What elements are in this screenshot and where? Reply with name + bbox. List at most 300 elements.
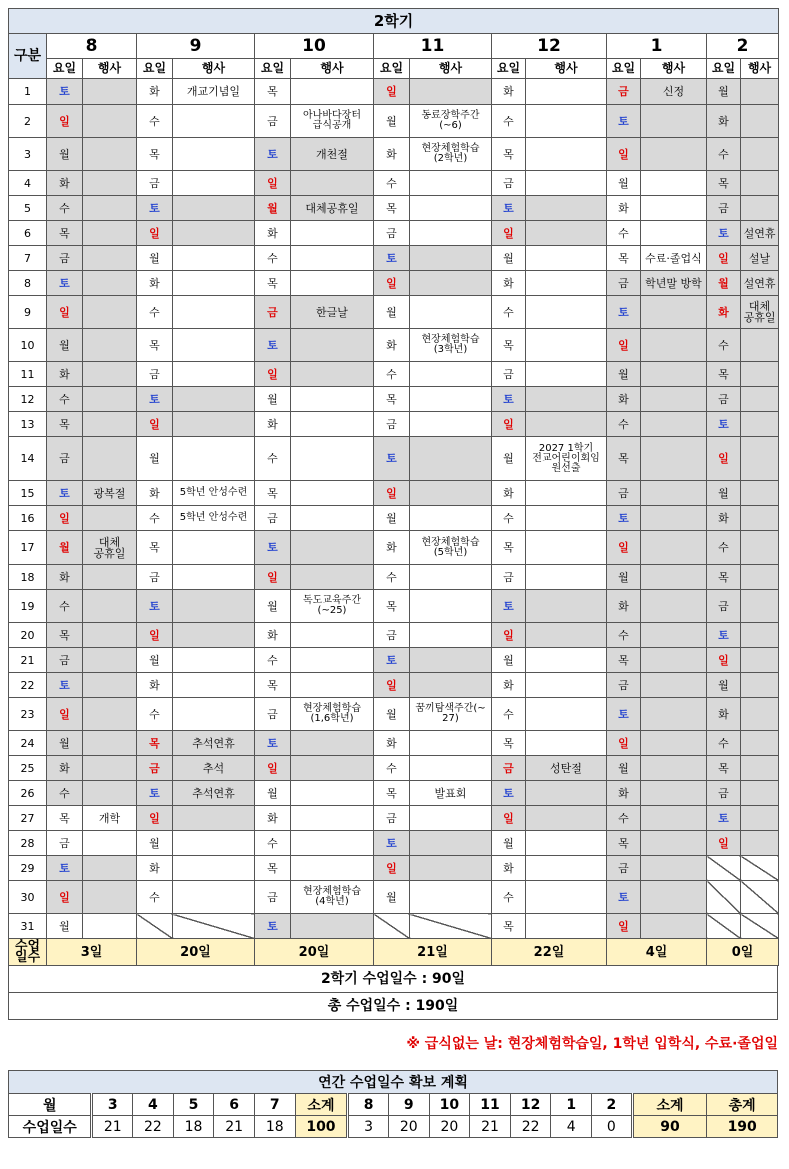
weekday-cell: 금 [374, 221, 410, 246]
event-cell [173, 437, 255, 481]
event-cell [173, 698, 255, 731]
event-cell: 개천절 [291, 138, 374, 171]
event-cell [83, 506, 137, 531]
weekday-cell: 토 [607, 296, 641, 329]
plan-days: 18 [173, 1116, 214, 1138]
calendar-row [9, 79, 779, 105]
weekday-cell: 월 [47, 914, 83, 939]
weekday-cell: 일 [607, 914, 641, 939]
empty-day-cell [374, 914, 410, 939]
event-cell: 독도교육주간 (~25) [291, 590, 374, 623]
event-cell [641, 881, 707, 914]
day-number: 23 [9, 698, 47, 731]
event-cell: 현장체험학습 (5학년) [410, 531, 492, 565]
weekday-cell: 월 [255, 387, 291, 412]
weekday-cell: 토 [492, 196, 526, 221]
weekday-cell: 목 [374, 387, 410, 412]
calendar-row [9, 698, 779, 731]
weekday-cell: 금 [607, 856, 641, 881]
weekday-cell: 화 [137, 481, 173, 506]
event-cell [526, 565, 607, 590]
event-cell [741, 437, 779, 481]
weekday-cell: 금 [255, 881, 291, 914]
event-cell [291, 565, 374, 590]
event-cell [173, 196, 255, 221]
event-cell [641, 138, 707, 171]
weekday-cell: 월 [255, 781, 291, 806]
weekday-cell: 일 [707, 437, 741, 481]
weekday-cell: 일 [492, 806, 526, 831]
plan-month: 12 [510, 1094, 551, 1116]
weekday-cell: 토 [374, 831, 410, 856]
day-number: 11 [9, 362, 47, 387]
weekday-cell: 월 [255, 590, 291, 623]
weekday-cell: 월 [47, 531, 83, 565]
day-number: 22 [9, 673, 47, 698]
weekday-cell: 토 [255, 329, 291, 362]
calendar-row [9, 171, 779, 196]
calendar-row [9, 271, 779, 296]
event-cell [291, 731, 374, 756]
weekday-cell: 화 [255, 806, 291, 831]
calendar-row [9, 412, 779, 437]
weekday-cell: 금 [607, 271, 641, 296]
weekday-cell: 수 [47, 590, 83, 623]
event-cell [173, 412, 255, 437]
weekday-cell: 금 [492, 565, 526, 590]
event-cell [641, 296, 707, 329]
event-cell: 2027 1학기 전교어린이회임 원선출 [526, 437, 607, 481]
weekday-cell: 금 [255, 105, 291, 138]
weekday-cell: 목 [137, 731, 173, 756]
day-col-header: 요일 [137, 59, 173, 79]
event-cell [173, 387, 255, 412]
empty-event-cell [741, 856, 779, 881]
calendar-row [9, 731, 779, 756]
event-cell [410, 806, 492, 831]
weekday-cell: 월 [492, 437, 526, 481]
weekday-cell: 토 [374, 246, 410, 271]
event-cell: 동료장학주간 (~6) [410, 105, 492, 138]
weekday-cell: 수 [137, 105, 173, 138]
weekday-cell: 금 [47, 437, 83, 481]
event-cell [83, 329, 137, 362]
empty-event-cell [410, 914, 492, 939]
event-cell [526, 171, 607, 196]
weekday-cell: 목 [492, 531, 526, 565]
event-cell [83, 914, 137, 939]
event-cell [641, 856, 707, 881]
weekday-cell: 목 [492, 329, 526, 362]
weekday-cell: 수 [607, 412, 641, 437]
event-cell [410, 387, 492, 412]
weekday-cell: 화 [607, 781, 641, 806]
weekday-cell: 수 [47, 781, 83, 806]
event-cell [173, 296, 255, 329]
weekday-cell: 일 [137, 623, 173, 648]
event-cell: 광복절 [83, 481, 137, 506]
event-cell [83, 412, 137, 437]
weekday-cell: 화 [47, 362, 83, 387]
event-cell [526, 781, 607, 806]
empty-day-cell [137, 914, 173, 939]
calendar-row [9, 648, 779, 673]
weekday-cell: 월 [492, 831, 526, 856]
event-cell [173, 246, 255, 271]
event-cell [741, 138, 779, 171]
weekday-cell: 금 [707, 387, 741, 412]
event-cell: 성탄절 [526, 756, 607, 781]
weekday-cell: 수 [707, 531, 741, 565]
calendar-row [9, 756, 779, 781]
event-cell: 수료·졸업식 [641, 246, 707, 271]
weekday-cell: 토 [47, 79, 83, 105]
weekday-cell: 월 [492, 246, 526, 271]
event-cell [291, 329, 374, 362]
event-cell [173, 565, 255, 590]
weekday-cell: 월 [707, 481, 741, 506]
weekday-cell: 목 [255, 271, 291, 296]
day-col-header: 요일 [374, 59, 410, 79]
event-cell: 신정 [641, 79, 707, 105]
event-cell [410, 246, 492, 271]
weekday-cell: 화 [374, 138, 410, 171]
weekday-cell: 일 [47, 881, 83, 914]
plan-subtotal-label: 소계 [295, 1094, 348, 1116]
weekday-cell: 일 [374, 271, 410, 296]
event-cell [641, 196, 707, 221]
plan-sem2-subtotal: 90 [632, 1116, 707, 1138]
weekday-cell: 월 [707, 673, 741, 698]
event-cell [83, 246, 137, 271]
weekday-cell: 일 [707, 831, 741, 856]
event-cell [291, 481, 374, 506]
plan-days: 21 [214, 1116, 255, 1138]
plan-month: 6 [214, 1094, 255, 1116]
event-cell: 학년말 방학 [641, 271, 707, 296]
weekday-cell: 화 [374, 329, 410, 362]
plan-days: 20 [388, 1116, 429, 1138]
empty-day-cell [707, 914, 741, 939]
weekday-cell: 화 [47, 171, 83, 196]
day-col-header: 요일 [47, 59, 83, 79]
weekday-cell: 월 [607, 171, 641, 196]
calendar-row [9, 831, 779, 856]
weekday-cell: 목 [492, 138, 526, 171]
event-cell [410, 481, 492, 506]
weekday-cell: 목 [492, 914, 526, 939]
weekday-cell: 금 [374, 412, 410, 437]
event-cell [641, 565, 707, 590]
weekday-cell: 월 [137, 246, 173, 271]
event-cell [526, 698, 607, 731]
event-cell [83, 698, 137, 731]
event-cell [291, 781, 374, 806]
calendar-row [9, 105, 779, 138]
event-col-header: 행사 [291, 59, 374, 79]
day-number: 5 [9, 196, 47, 221]
day-number: 16 [9, 506, 47, 531]
event-cell [526, 412, 607, 437]
weekday-cell: 목 [47, 623, 83, 648]
calendar-row [9, 565, 779, 590]
event-cell: 아나바다장터 급식공개 [291, 105, 374, 138]
weekday-cell: 금 [492, 362, 526, 387]
event-cell [741, 781, 779, 806]
weekday-cell: 토 [255, 138, 291, 171]
event-cell [83, 138, 137, 171]
plan-month: 2 [592, 1094, 633, 1116]
event-cell: 설연휴 [741, 271, 779, 296]
weekday-cell: 화 [137, 856, 173, 881]
weekday-cell: 금 [47, 648, 83, 673]
event-cell: 발표회 [410, 781, 492, 806]
event-cell [641, 329, 707, 362]
event-cell [526, 105, 607, 138]
weekday-cell: 월 [607, 756, 641, 781]
event-cell [410, 296, 492, 329]
event-cell: 5학년 안성수련 [173, 506, 255, 531]
weekday-cell: 수 [137, 506, 173, 531]
event-cell [741, 806, 779, 831]
summary-value-10: 20일 [255, 939, 374, 966]
event-cell [741, 412, 779, 437]
plan-month: 11 [470, 1094, 511, 1116]
weekday-cell: 수 [255, 648, 291, 673]
weekday-cell: 목 [707, 362, 741, 387]
weekday-cell: 화 [707, 296, 741, 329]
event-cell [83, 781, 137, 806]
day-number: 15 [9, 481, 47, 506]
event-cell [526, 590, 607, 623]
weekday-cell: 화 [47, 565, 83, 590]
event-cell: 설연휴 [741, 221, 779, 246]
weekday-cell: 월 [374, 881, 410, 914]
event-cell [173, 221, 255, 246]
weekday-cell: 월 [374, 105, 410, 138]
event-cell [641, 221, 707, 246]
empty-event-cell [741, 881, 779, 914]
event-cell [741, 387, 779, 412]
day-number: 7 [9, 246, 47, 271]
weekday-cell: 일 [137, 221, 173, 246]
weekday-cell: 일 [47, 105, 83, 138]
event-cell [526, 196, 607, 221]
weekday-cell: 수 [492, 881, 526, 914]
calendar-row [9, 329, 779, 362]
day-col-header: 요일 [607, 59, 641, 79]
weekday-cell: 수 [492, 506, 526, 531]
weekday-cell: 토 [707, 221, 741, 246]
summary-value-12: 22일 [492, 939, 607, 966]
event-cell [83, 79, 137, 105]
calendar-row [9, 590, 779, 623]
weekday-cell: 수 [47, 387, 83, 412]
day-number: 12 [9, 387, 47, 412]
event-cell [291, 806, 374, 831]
event-cell [83, 731, 137, 756]
weekday-cell: 금 [607, 481, 641, 506]
event-cell [173, 831, 255, 856]
month-header-11: 11 [374, 34, 492, 59]
empty-event-cell [173, 914, 255, 939]
weekday-cell: 일 [374, 673, 410, 698]
weekday-cell: 목 [255, 481, 291, 506]
plan-days-row [9, 1116, 778, 1138]
event-cell [173, 138, 255, 171]
plan-total-label: 총계 [707, 1094, 778, 1116]
weekday-cell: 화 [492, 481, 526, 506]
event-cell [291, 271, 374, 296]
event-cell [291, 79, 374, 105]
event-cell: 한글날 [291, 296, 374, 329]
weekday-cell: 목 [255, 79, 291, 105]
weekday-cell: 금 [137, 171, 173, 196]
event-cell [410, 881, 492, 914]
weekday-cell: 목 [492, 731, 526, 756]
plan-subtotal-label: 소계 [632, 1094, 707, 1116]
event-cell [526, 648, 607, 673]
month-header-1: 1 [607, 34, 707, 59]
event-cell: 현장체험학습 (1,6학년) [291, 698, 374, 731]
weekday-cell: 월 [374, 698, 410, 731]
event-cell [641, 506, 707, 531]
weekday-cell: 화 [137, 271, 173, 296]
event-cell [641, 171, 707, 196]
month-header-9: 9 [137, 34, 255, 59]
weekday-cell: 목 [255, 673, 291, 698]
event-cell [291, 221, 374, 246]
plan-month-label: 월 [9, 1094, 92, 1116]
plan-sem1-subtotal: 100 [295, 1116, 348, 1138]
plan-month: 8 [348, 1094, 389, 1116]
weekday-cell: 목 [607, 648, 641, 673]
plan-days: 22 [510, 1116, 551, 1138]
plan-days: 3 [348, 1116, 389, 1138]
weekday-cell: 월 [707, 271, 741, 296]
plan-month: 1 [551, 1094, 592, 1116]
calendar-row [9, 806, 779, 831]
event-cell [741, 481, 779, 506]
event-cell [291, 856, 374, 881]
weekday-cell: 일 [492, 221, 526, 246]
calendar-row [9, 856, 779, 881]
weekday-cell: 목 [137, 329, 173, 362]
weekday-cell: 화 [137, 79, 173, 105]
summary-value-8: 3일 [47, 939, 137, 966]
event-cell [173, 856, 255, 881]
summary-value-11: 21일 [374, 939, 492, 966]
event-cell [741, 196, 779, 221]
event-cell [291, 171, 374, 196]
weekday-cell: 월 [47, 329, 83, 362]
event-cell [641, 781, 707, 806]
calendar-row [9, 296, 779, 329]
calendar-row [9, 881, 779, 914]
weekday-cell: 목 [374, 781, 410, 806]
event-cell [641, 731, 707, 756]
event-cell [83, 856, 137, 881]
plan-days: 18 [254, 1116, 295, 1138]
weekday-cell: 수 [374, 565, 410, 590]
weekday-cell: 금 [137, 756, 173, 781]
weekday-cell: 토 [707, 806, 741, 831]
day-number: 9 [9, 296, 47, 329]
event-cell [83, 590, 137, 623]
weekday-cell: 토 [707, 623, 741, 648]
weekday-cell: 수 [492, 296, 526, 329]
weekday-cell: 금 [255, 296, 291, 329]
weekday-cell: 화 [255, 623, 291, 648]
summary-value-1: 4일 [607, 939, 707, 966]
weekday-cell: 일 [137, 412, 173, 437]
weekday-cell: 수 [607, 623, 641, 648]
weekday-cell: 화 [255, 221, 291, 246]
weekday-cell: 일 [707, 246, 741, 271]
plan-month: 4 [133, 1094, 174, 1116]
month-header-8: 8 [47, 34, 137, 59]
weekday-cell: 월 [374, 296, 410, 329]
weekday-cell: 화 [607, 590, 641, 623]
weekday-cell: 토 [137, 590, 173, 623]
event-cell [410, 673, 492, 698]
event-cell: 추석 [173, 756, 255, 781]
weekday-cell: 일 [492, 623, 526, 648]
event-cell [526, 673, 607, 698]
day-number: 1 [9, 79, 47, 105]
weekday-cell: 화 [47, 756, 83, 781]
event-cell [291, 673, 374, 698]
day-number: 3 [9, 138, 47, 171]
weekday-cell: 토 [607, 105, 641, 138]
event-cell [410, 856, 492, 881]
semester-title: 2학기 [9, 9, 779, 34]
day-number: 14 [9, 437, 47, 481]
subheader-row [9, 59, 779, 79]
plan-month-row [9, 1094, 778, 1116]
weekday-cell: 토 [492, 781, 526, 806]
event-cell [83, 881, 137, 914]
weekday-cell: 금 [374, 623, 410, 648]
event-col-header: 행사 [741, 59, 779, 79]
weekday-cell: 수 [707, 138, 741, 171]
day-col-header: 요일 [255, 59, 291, 79]
event-cell [291, 914, 374, 939]
weekday-cell: 월 [47, 138, 83, 171]
weekday-cell: 수 [492, 105, 526, 138]
summary-label: 수업일수 [9, 939, 47, 966]
weekday-cell: 일 [707, 648, 741, 673]
event-cell [83, 362, 137, 387]
calendar-row [9, 531, 779, 565]
event-cell [83, 271, 137, 296]
event-cell [526, 531, 607, 565]
event-cell: 꿈끼탐색주간(~ 27) [410, 698, 492, 731]
weekday-cell: 화 [707, 698, 741, 731]
event-cell [83, 437, 137, 481]
weekday-cell: 목 [374, 196, 410, 221]
weekday-cell: 수 [137, 698, 173, 731]
weekday-cell: 토 [374, 648, 410, 673]
weekday-cell: 수 [374, 756, 410, 781]
weekday-cell: 수 [47, 196, 83, 221]
weekday-cell: 월 [374, 506, 410, 531]
weekday-cell: 일 [607, 731, 641, 756]
event-cell [83, 756, 137, 781]
weekday-cell: 일 [255, 362, 291, 387]
weekday-cell: 목 [137, 531, 173, 565]
empty-event-cell [741, 914, 779, 939]
